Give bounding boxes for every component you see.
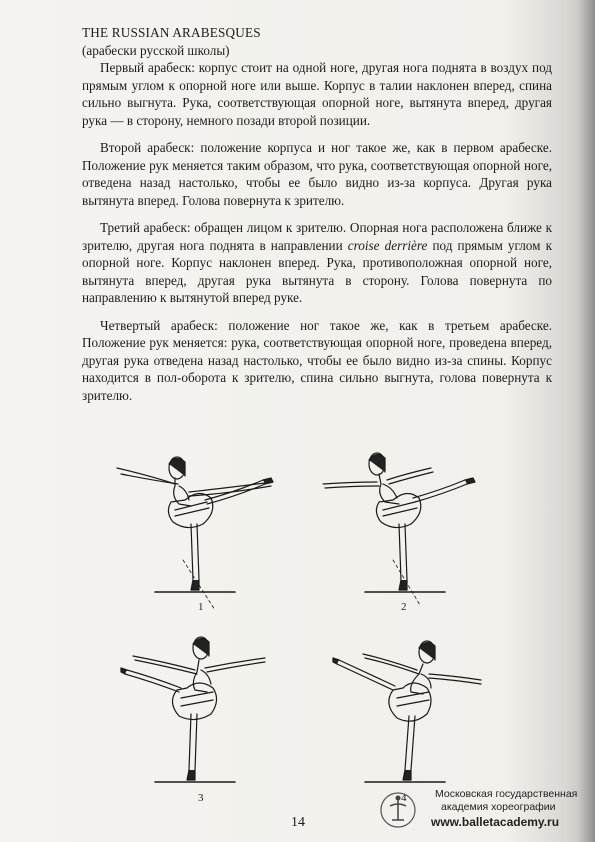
- dancer-figure-1: [117, 457, 273, 610]
- academy-url: www.balletacademy.ru: [431, 815, 560, 829]
- paragraph-second-arabesque: Второй арабеск: положение корпуса и ног такое же, как в первом арабеске. Положение рук меняется таким образом, что рука, соответствующая опорной ноге, отведена назад настолько, чтобы ее было видно из-за корпуса. Другая рука вытянута вперед. Голова повернута к зрителю.: [82, 140, 552, 208]
- text-block: [82, 24, 552, 414]
- figure-number-3: 3: [198, 792, 204, 804]
- arabesque-figures-svg: [95, 440, 505, 810]
- page-title: THE RUSSIAN ARABESQUES: [82, 25, 261, 40]
- academy-watermark: [385, 788, 590, 830]
- paragraph-first-arabesque: Первый арабеск: корпус стоит на одной ноге, другая нога поднята в воздух под прямым углом к опорной ноге или выше. Корпус в талии наклонен вперед, спина сильно выгнута. Рука, соответствующая опорной ноге, вытянута вперед, другая рука — в сторону, немного позади второй позиции.: [82, 60, 552, 128]
- book-spine-shadow: [577, 0, 595, 842]
- paragraph-fourth-arabesque: Четвертый арабеск: положение ног такое же, как в третьем арабеске. Положение рук меняется: рука, соответствующая опорной ноге, проведена вперед, другая рука отведена назад настолько, чтобы ее было видно из-за спины. Корпус находится в пол-оборота к зрителю, спина сильно выгнута, голова повернута к зрителю.: [82, 317, 552, 403]
- academy-line-2: академия хореографии: [441, 801, 556, 813]
- figure-number-2: 2: [401, 601, 407, 613]
- paragraph-third-arabesque: [82, 219, 552, 307]
- figure-number-4: 4: [401, 792, 407, 804]
- figure-number-1: 1: [198, 601, 204, 613]
- dancer-figure-4: [333, 641, 481, 782]
- academy-line-1: Московская государственная: [435, 788, 578, 800]
- para3-italic-term: croise derrière: [347, 237, 428, 253]
- page-subtitle: (арабески русской школы): [82, 42, 230, 58]
- page-number: 14: [291, 815, 305, 830]
- arabesque-illustrations: [95, 440, 505, 810]
- para3-text-after: под прямым углом к опорной ноге. Корпус наклонен вперед. Рука, противоположная опорной ноге, вытянута вперед, другая рука вытянута в сторону. Голова повернута по направлению к вытянутой вперед руке.: [82, 237, 552, 305]
- para3-text-before: Третий арабеск: обращен лицом к зрителю. Опорная нога расположена ближе к зрителю, другая нога поднята в направлении: [82, 220, 552, 253]
- dancer-figure-3: [121, 637, 265, 782]
- dancer-figure-2: [323, 453, 475, 605]
